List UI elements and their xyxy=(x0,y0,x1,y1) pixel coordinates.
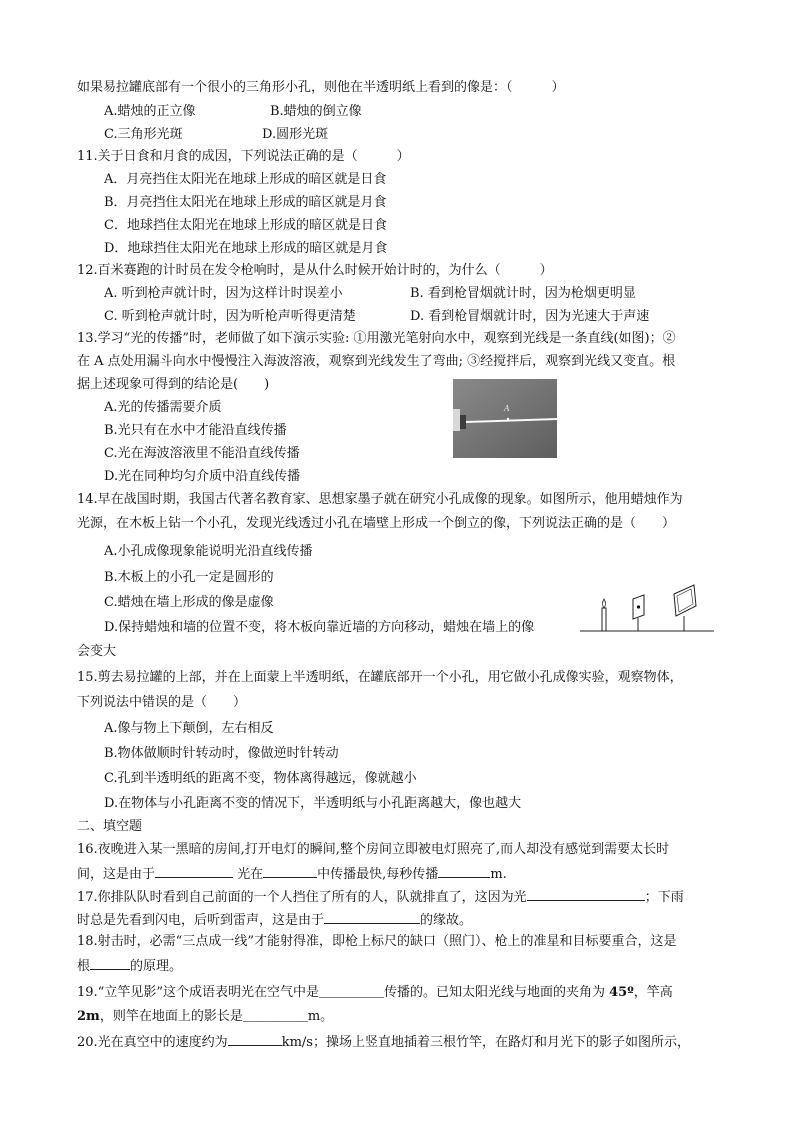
q17-line-1 xyxy=(77,888,684,906)
q19-height: 2m xyxy=(77,1009,100,1024)
figure-point-label: A xyxy=(504,404,510,413)
q16-line-2 xyxy=(77,865,507,883)
q10-option-b: B.蜡烛的倒立像 xyxy=(270,104,362,119)
q14-option-b: B.木板上的小孔一定是圆形的 xyxy=(104,570,274,585)
q14-option-d-cont: 会变大 xyxy=(77,644,117,659)
q10-option-a: A.蜡烛的正立像 xyxy=(104,104,196,119)
q18-blank[interactable] xyxy=(90,957,130,970)
q11-option-b: B．月亮挡住太阳光在地球上形成的暗区就是月食 xyxy=(104,195,387,210)
q18-text-a: 根 xyxy=(77,959,91,974)
q17-blank-1[interactable] xyxy=(527,888,645,901)
laser-water-photo-graphic xyxy=(453,379,557,458)
q14-option-c: C.蜡烛在墙上形成的像是虚像 xyxy=(104,595,274,610)
q10-option-c: C.三角形光斑 xyxy=(104,127,183,142)
q15-line-1: 15.剪去易拉罐的上部，并在上面蒙上半透明纸，在罐底部开一个小孔，用它做小孔成像实验，观察物体， xyxy=(77,670,683,685)
q12-option-a: A. 听到枪声就计时，因为这样计时误差小 xyxy=(104,286,343,301)
q20-text-b: km/s；操场上竖直地插着三根竹竿，在路灯和月光下的影子如图所示， xyxy=(281,1035,690,1050)
q18-line-2 xyxy=(77,957,182,975)
q12-stem: 12.百米赛跑的计时员在发令枪响时，是从什么时候开始计时的，为什么（ ） xyxy=(77,263,553,278)
q11-option-c: C．地球挡住太阳光在地球上形成的暗区就是日食 xyxy=(104,218,387,233)
q19-text-b: ，竿高 xyxy=(633,985,673,1000)
q19-angle: 45º xyxy=(609,985,634,1000)
q18-line-1: 18.射击时，必需“三点成一线”才能射得准，即枪上标尺的缺口（照门）、枪上的准星和目标要重合，这是 xyxy=(77,934,677,949)
q17-text-a: 17.你排队队时看到自己前面的一个人挡住了所有的人，队就排直了，这因为光 xyxy=(77,890,527,905)
q16-text-c: 中传播最快,每秒传播 xyxy=(317,867,439,882)
q17-text-d: 的缘故。 xyxy=(420,913,473,928)
q19-text-c: ，则竿在地面上的影长是＿＿＿＿＿m。 xyxy=(99,1009,334,1024)
section-title: 二、填空题 xyxy=(77,819,143,834)
q17-blank-2[interactable] xyxy=(324,911,420,924)
q19-text-a: 19.“立竿见影”这个成语表明光在空气中是＿＿＿＿＿传播的。已知太阳光线与地面的夹角为 xyxy=(77,985,610,1000)
q17-text-b: ；下雨 xyxy=(644,890,684,905)
q15-line-2: 下列说法中错误的是（ ） xyxy=(77,695,247,710)
q19-line-2 xyxy=(77,1009,333,1025)
q16-text-a: 间，这是由于 xyxy=(77,867,156,882)
q13-option-d: D.光在同种均匀介质中沿直线传播 xyxy=(104,469,301,484)
q13-line-1: 13.学习“光的传播”时，老师做了如下演示实验: ①用激光笔射向水中，观察到光线是一条直线(如图)；② xyxy=(77,331,676,346)
q17-line-2 xyxy=(77,911,472,929)
q20-line-1 xyxy=(77,1033,690,1051)
q13-line-2: 在 A 点处用漏斗向水中慢慢注入海波溶液，观察到光线发生了弯曲; ③经搅拌后，观察到光线又变直。根 xyxy=(77,354,676,369)
q15-option-c: C.孔到半透明纸的距离不变，物体离得越远，像就越小 xyxy=(104,771,417,786)
pinhole-diagram xyxy=(580,582,714,636)
q13-option-b: B.光只有在水中才能沿直线传播 xyxy=(104,423,287,438)
q16-blank-2[interactable] xyxy=(263,865,317,878)
q16-blank-3[interactable] xyxy=(438,865,490,878)
q19-line-1 xyxy=(77,985,673,1001)
q16-text-d: m. xyxy=(490,867,507,882)
q16-text-b: 光在 xyxy=(237,867,264,882)
q10-stem: 如果易拉罐底部有一个很小的三角形小孔，则他在半透明纸上看到的像是：（ ） xyxy=(77,80,565,95)
q16-line-1: 16.夜晚进入某一黑暗的房间,打开电灯的瞬间,整个房间立即被电灯照亮了,而人却没有感觉到需要太长时 xyxy=(77,842,670,857)
q15-option-a: A.像与物上下颠倒，左右相反 xyxy=(104,721,274,736)
q15-option-d: D.在物体与小孔距离不变的情况下，半透明纸与小孔距离越大，像也越大 xyxy=(104,796,522,811)
laser-water-photo xyxy=(453,379,557,458)
q14-option-a: A.小孔成像现象能说明光沿直线传播 xyxy=(104,544,313,559)
q20-text-a: 20.光在真空中的速度约为 xyxy=(77,1035,228,1050)
q15-option-b: B.物体做顺时针转动时，像做逆时针转动 xyxy=(104,746,339,761)
q17-text-c: 时总是先看到闪电，后听到雷声，这是由于 xyxy=(77,913,325,928)
q18-text-b: 的原理。 xyxy=(130,959,183,974)
q20-blank[interactable] xyxy=(228,1033,282,1046)
q13-line-3: 据上述现象可得到的结论是( ) xyxy=(77,377,270,392)
q10-option-d: D.圆形光斑 xyxy=(262,127,329,142)
q14-line-2: 光源，在木板上钻一个小孔，发现光线透过小孔在墙壁上形成一个倒立的像，下列说法正确的是（ ） xyxy=(77,516,676,531)
q14-option-d: D.保持蜡烛和墙的位置不变，将木板向靠近墙的方向移动，蜡烛在墙上的像 xyxy=(104,620,535,635)
q11-option-a: A．月亮挡住太阳光在地球上形成的暗区就是日食 xyxy=(104,172,387,187)
q12-option-d: D. 看到枪冒烟就计时，因为光速大于声速 xyxy=(410,309,650,324)
q13-option-a: A.光的传播需要介质 xyxy=(104,400,222,415)
q11-stem: 11.关于日食和月食的成因，下列说法正确的是（ ） xyxy=(77,149,410,164)
q12-option-c: C. 听到枪声就计时，因为听枪声听得更清楚 xyxy=(104,309,356,324)
q14-line-1: 14.早在战国时期，我国古代著名教育家、思想家墨子就在研究小孔成像的现象。如图所示，他用蜡烛作为 xyxy=(77,492,683,507)
q13-option-c: C.光在海波溶液里不能沿直线传播 xyxy=(104,446,300,461)
q12-option-b: B. 看到枪冒烟就计时，因为枪烟更明显 xyxy=(410,286,636,301)
q16-blank-1[interactable] xyxy=(155,865,233,878)
q11-option-d: D．地球挡住太阳光在地球上形成的暗区就是月食 xyxy=(104,241,388,256)
